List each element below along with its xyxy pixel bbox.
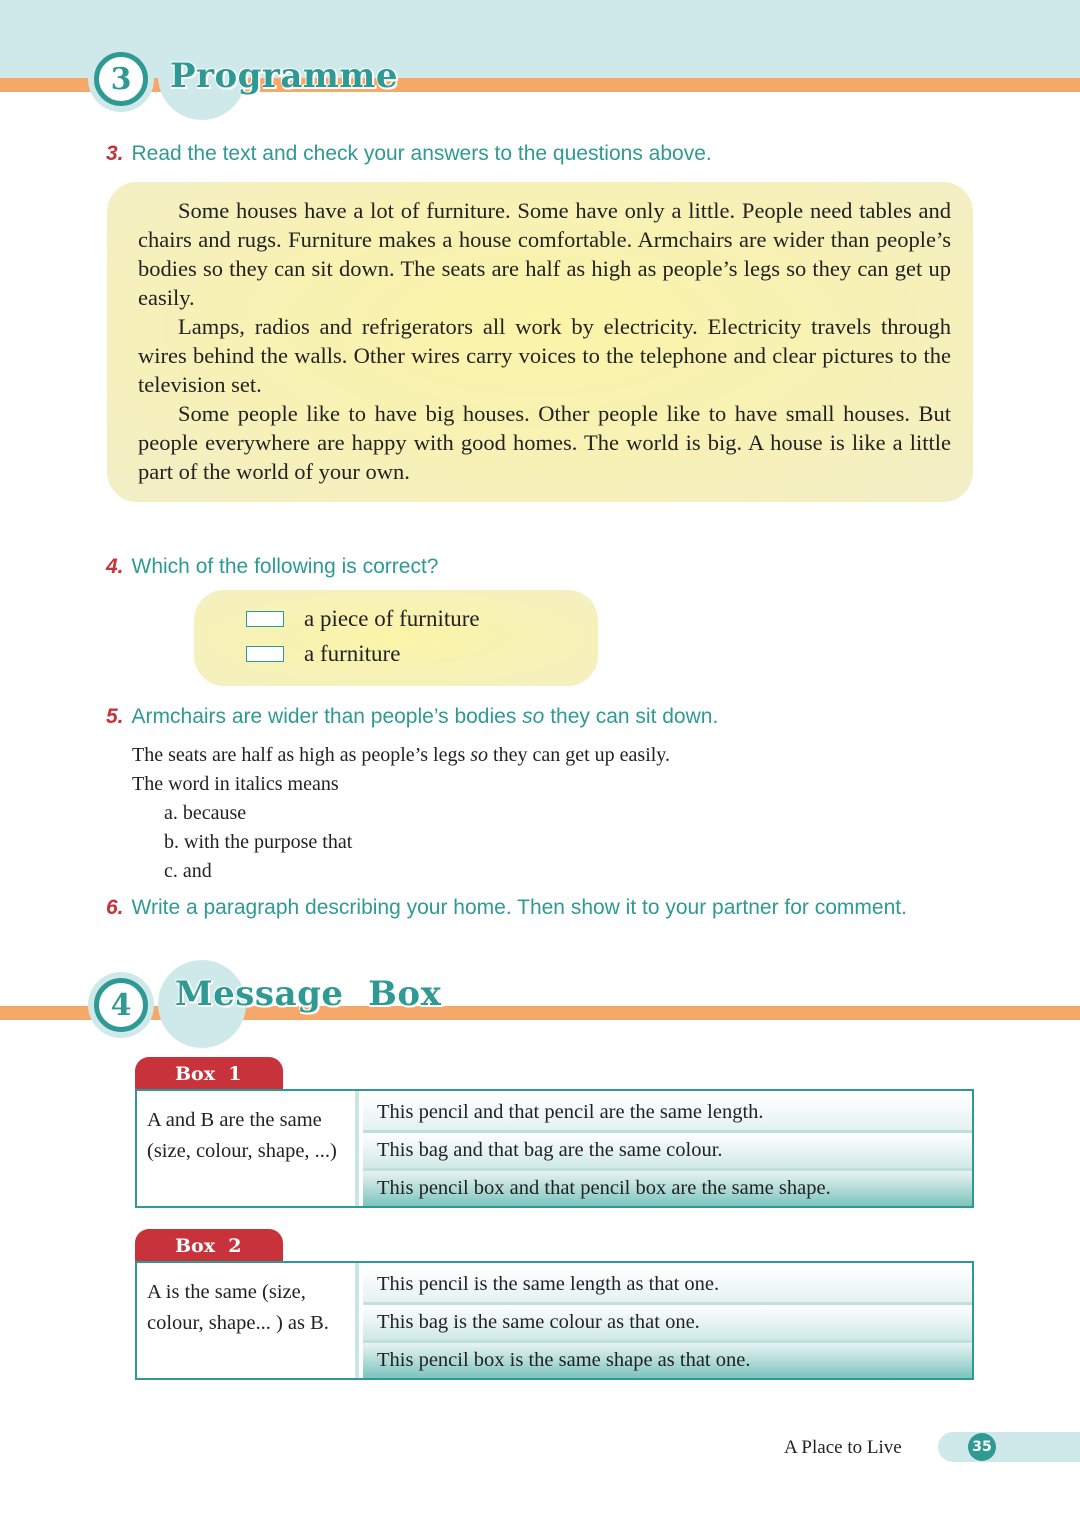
- reading-paragraph-1: Some houses have a lot of furniture. Some have only a little. People need tables and chairs and rugs. Furniture makes a house comfortable. Armchairs are wider than people’s bodies so they can sit down. The seats are half as high as people’s legs so they can get up easily.: [138, 198, 951, 310]
- option-1-label: a piece of furniture: [304, 606, 480, 631]
- question-5-line-2-before: The seats are half as high as people’s legs: [132, 744, 471, 766]
- question-5-choice-a: a. because: [164, 802, 247, 824]
- section4-number: 4: [94, 978, 148, 1032]
- footer-title: A Place to Live: [784, 1437, 902, 1458]
- question-4-number: 4.: [106, 555, 124, 578]
- question-3-number: 3.: [106, 142, 124, 165]
- question-5: [106, 705, 718, 729]
- box2-row-1: This pencil is the same length as that one.: [363, 1267, 972, 1302]
- box1-row-3: This pencil box and that pencil box are the same shape.: [363, 1171, 972, 1206]
- question-5-number: 5.: [106, 705, 124, 728]
- question-5-choice-c: c. and: [164, 860, 212, 882]
- question-6: [106, 896, 907, 920]
- question-5-text-before: Armchairs are wider than people’s bodies: [131, 705, 523, 728]
- page-number-tab: [938, 1432, 1080, 1462]
- question-5-choice-b: b. with the purpose that: [164, 831, 353, 853]
- box2: [135, 1261, 974, 1380]
- box1-pattern: A and B are the same (size, colour, shape, ...): [137, 1091, 359, 1206]
- reading-passage: [107, 182, 973, 502]
- box1: [135, 1089, 974, 1208]
- reading-paragraph-2: Lamps, radios and refrigerators all work by electricity. Electricity travels through wires behind the walls. Other wires carry voices to the telephone and clear pictures to the television set.: [138, 314, 951, 397]
- option-2[interactable]: [246, 641, 400, 667]
- question-4-text: Which of the following is correct?: [131, 555, 439, 578]
- reading-paragraph-3: Some people like to have big houses. Other people like to have small houses. But people everywhere are happy with good homes. The world is big. A house is like a little part of the world of your own.: [138, 401, 951, 484]
- section3-title: Programme: [170, 56, 398, 96]
- question-5-line-2-italic: so: [470, 744, 489, 766]
- box2-label: Box 2: [135, 1229, 283, 1262]
- question-4: [106, 555, 438, 579]
- question-5-text-after: they can sit down.: [544, 705, 719, 728]
- question-6-number: 6.: [106, 896, 124, 919]
- option-1[interactable]: [246, 606, 480, 632]
- option-1-checkbox[interactable]: [246, 611, 284, 627]
- box1-row-1: This pencil and that pencil are the same length.: [363, 1095, 972, 1130]
- option-2-label: a furniture: [304, 641, 401, 666]
- section3-number: 3: [94, 52, 148, 106]
- question-3-text: Read the text and check your answers to the questions above.: [131, 142, 712, 165]
- question-5-line-2-after: they can get up easily.: [488, 744, 671, 766]
- question-4-options: [194, 590, 598, 686]
- question-5-italic: so: [522, 705, 545, 728]
- question-3: [106, 142, 712, 166]
- box2-row-2: This bag is the same colour as that one.: [363, 1305, 972, 1340]
- question-6-text: Write a paragraph describing your home. Then show it to your partner for comment.: [131, 896, 907, 919]
- box2-row-3: This pencil box is the same shape as that one.: [363, 1343, 972, 1378]
- page-number: 35: [968, 1433, 996, 1461]
- box2-pattern: A is the same (size, colour, shape... ) as B.: [137, 1263, 359, 1378]
- option-2-checkbox[interactable]: [246, 646, 284, 662]
- question-5-line-2: [132, 744, 670, 767]
- section4-title: Message Box: [175, 974, 442, 1014]
- question-5-line-3: The word in italics means: [132, 773, 339, 795]
- box1-row-2: This bag and that bag are the same colour.: [363, 1133, 972, 1168]
- box1-label: Box 1: [135, 1057, 283, 1090]
